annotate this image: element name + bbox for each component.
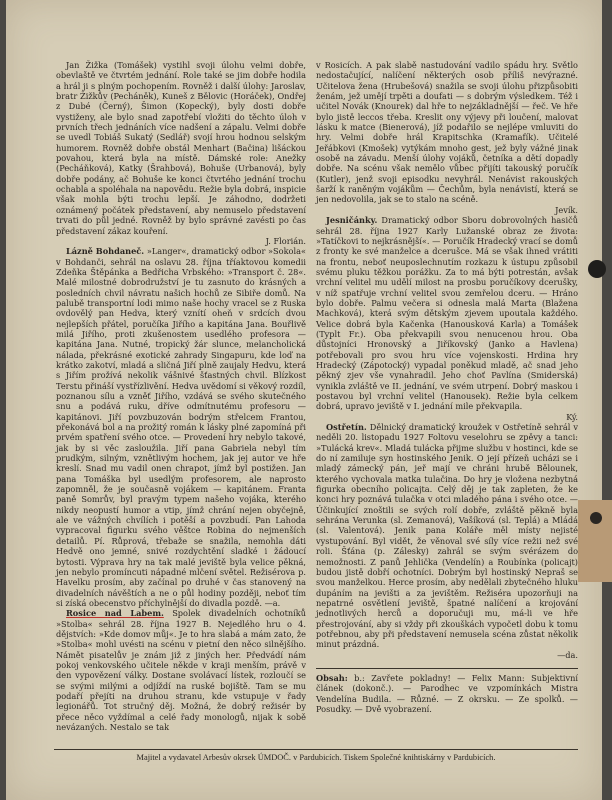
article-heading: Lázně Bohdaneč. bbox=[66, 246, 145, 257]
newspaper-page bbox=[6, 0, 602, 800]
tape-punch-hole bbox=[590, 512, 602, 524]
article-text: Dělnický dramatický kroužek v Ostřetíně sehrál v neděli 20. listopadu 1927 Foltovu veselohru se zpěvy a tanci: »Tulácká krev«. Mladá tulácka přijme službu v hostinci, kde se do ní zamiluje syn hostinského Jenik. O její přízeň ucházi se i mladý zámecký pán, jeř mají ve chráni hrubě Bělounek, kterého vychovala matka tulačina. Do hry je vložena nezbytná figurka obecního policajta. Celý děj je tak zapleten, že ke konci hry poznává tulačka v otci mladého pána i svého otce. — Účinkující znoštili se svých rolí dobře, zvláště pěkně byla sehrána Verunka (sl. Zemanová), Vašíková (sl. Teplá) a Mládá (sl. Valentová). Jenik pana Koláře měl místy nejisté vystupování. Byl vidět, že věnoval své síly více režii než své roli. Šťána (p. Zálesky) zahrál se svým svérázem do nemožnosti. Z panů Jehlička (Vendelín) a Roubínka (policajt) budou jistě dobří ochotníci. Dobrým byl hostinský Nepraš se svou manželkou. Herce prosím, aby nedělali zbytečného hluku dupáním na jevišti a za jevištěm. Režiséra upozorňuji na nepatrné osvětlení jeviště, špatné nalíčení a krojování jednotlivých herců a doporučuji mu, má-li ve hře přestrojování, aby si vždy při zkouškách vypočetl dobu k tomu potřebnou, aby při představení nemusela scéna zůstat několik minut prázdná. bbox=[316, 422, 578, 650]
article-text: »Langer«, dramatický odbor »Sokola« v Bohdanči, sehrál na oslavu 28. října tříaktovou komedii Zdeňka Štěpánka a Bedřicha Vrbského: »Transport č. 28«. Malé milostné dobrodružství je tu zasnuto do krásných a posledních chvil návratu našich hochů ze Sibiře domů. Na palubě transportní lodi mimo naše hochy vracel se z Ruska ovdovělý pan Hedva, který vznítí oheň v srdcích dvou nejlepších přátel, poručíka Jiřího a kapitána Jana. Bouřlivě milá Jiřího, proti zkušenostem usedlého profesora — kapitána Jana. Nutné, tropický žár slunce, melancholická nálada, překrásné exotické zahrady Singapuru, kde loď na krátko zakotví, mladá a sličná Jiří plně zaujaly Hedvu, která s Jiřím prožívá nekolik vášnivé šťastných chvil. Blízkost Terstu přináší vystřízlivění. Hedva uvědomí si věkový rozdíl, poznanou sílu a vzněť Jiřího, vzdává se svého skutečného snu a podává ruku, dříve odmítnutému profesoru — kapitánovi. Jiří povzbuzován bodrým střelcem Frantou, překonává bol a na prožitý román k lásky plné zapomíná při prvém spatření svého otce. — Provedení hry nebylo takové, jak by si věc zasloužila. Jiří pana Gabriela nebyl tím prudkým, silným, vznětlivým hochem, jak jej autor ve hře kreslí. Snad mu vadil onen chrapot, jímž byl postižen. Jan pana Tomáška byl usedlým profesorem, ale naprosto zapomněl, že je současně vojákem — kapitánem. Franta paně Somrův, byl pravým typem našeho vojáka, kterého nikdy neopustí humor a vtip, jímž chrání nejen obyčejně, ale ve vážných chvílích i potěší a povzbudí. Pan Lahoda vypracoval figurku svého věštce Robina do nejmenších detailů. Pí. Růprová, třebaže se snažila, nemohla dáti Hedvě ono jemné, snivé rozdychtění sladké i žádoucí bytosti. Výprava hry na tak malé jeviště byla velice pěkná, jen nebylo promíncuti nápadné mlčení světel. Režisérova p. Havelku prosím, aby začínal po druhé v čas stanovený na divadelních návěštích a ne o půl hodiny později, neboť tím si získá obecenstvo příchylnější do divadla pozdě. —a. bbox=[56, 246, 306, 608]
article-text: v Rosicích. A pak slabě nastudování vadilo spádu hry. Světlo nedostačující, nalíčení některých osob příliš nevýrazné. Učitelova žena (Hrubešová) snažila se svoji úlohu přizpůsobiti ženám, jež umějí trpěti a doufati — s dobrým výsledkem. Též i učitel Novák (Knourek) dal hře to nejzákladnější — řeč. Ve hře bylo jistě leccos třeba. Kreslit ony výjevy při loučení, malovat lásku k matce (Bienerová), jíž podařilo se nejlépe vmluviti do hry. Velmi dobře hrál Krapitschka (Kramafík). Učitelé Jeřábkovi (Kmošek) vytýkám mnoho gest, jež byly vážné jinak osobě na závadu. Menší úlohy vojáků, četníka a dětí dopadly dobře. Na scénu však nemělo vůbec přijíti takouský poručík (Kutler), jenž svoji episodku nevyhrál. Nenávist rakouských šarží k raněným vojákům — Čechům, byla nenávistí, která se jen nedovolila, jak se to stalo na scéně. bbox=[316, 60, 578, 205]
article-signature: Ký. bbox=[566, 411, 578, 422]
publisher-footer: Majitel a vydavatel Arbesův okrsek ÚMDOČ. v Pardubicích. Tiskem Společné knihtiskárny v Pardubicích. bbox=[54, 749, 578, 762]
article-text: Jan Žižka (Tomášek) vystihl svoji úlohu velmi dobře, obevlaště ve čtvrtém jednání. Role také se jim dobře hodila a hrál ji s plným pochopením. Rovněž i další úlohy: Jaroslav, bratr Žižkův (Pecháněk), Kuneš z Bělovic (Horáček), Ondřej z Dubé (Černý), Šimon (Kopecký), byly dosti dobře vystiženy, ale bylo snad zapotřebí vložiti do těchto úloh v prvních třech jednáních více nadšení a zápalu. Velmi dobře se uvedl Tobiáš Sukatý (Sedlář) svojí hrou hodnou selským humorem. Rovněž dobře obstál Menhart (Bačina) lišáckou povahou, která byla na místě. Dámské role: Anežky (Pecháňková), Katky (Šrahbová), Bohuše (Urbanová), byly dobře podány, ač Bohuše ke konci čtvrtého jednání trochu ochabla a spoléhala na napovědu. Režie byla dobrá, inspicie však mohla býti trochu lepší. Je záhodno, dodržeti oznámený počátek představení, aby nemuselo představení trvati do půl jedné. Rovněž by bylo správné zavésti po čas představení zákaz kouření. bbox=[56, 60, 306, 236]
contents-label: Obsah: bbox=[316, 672, 348, 683]
article-signature: Jevík. bbox=[555, 204, 578, 215]
article-paragraph bbox=[56, 608, 306, 732]
article-heading: Ostřetín. bbox=[326, 422, 367, 433]
article-paragraph bbox=[316, 60, 578, 205]
left-column bbox=[56, 60, 306, 732]
article-paragraph bbox=[316, 422, 578, 650]
punch-hole bbox=[588, 260, 606, 278]
contents-box bbox=[316, 668, 578, 714]
article-text: Dramatický odbor Sboru dobrovolných hasičů sehrál 28. října 1927 Karly Lužanské obraz ze života: »Tatíčkovi to nejkrásnější«. — Poručík Hradecký vrací se domů z fronty ke své manželce a dcerušce. Má se však ihned vrátiti na frontu, neboť neuposlechnutím rozkazu k ústupu způsobil svému pluku těžkou porážku. Za to má býti potrestán, avšak vrchní velitel mu udělí milost na prosbu poručíkovy dcerušky, v níž spatřuje vrchní velitel svou zemřelou dceru. — Hráno bylo dobře. Palmu večera si odnesla malá Marta (Blažena Machková), která svým dětským zjevem upoutala každého. Velice dobrá byla Kačenka (Hanousková Karla) a Tomášek (Typlt Fr.). Oba překvapili svou nenucenou hrou. Oba důstojníci Hronovský a Jiříkovský (Janko a Havlena) potřebovali pro svou hru více vojenskosti. Hrdina hry Hradecký (Zápotocký) vypadal poněkud mladě, ač snad jeho pěkný zjev vše vynahradil. Jeho choť Pavlína (Smiderská) vynikla zvláště ve II. jednání, ve svém utrpení. Dobrý maskou i postavou byl vrchní velitel (Hanousek). Režie byla celkem dobrá, upravo jeviště v I. jednání mile překvapila. bbox=[316, 215, 578, 412]
article-signature: J. Florián. bbox=[265, 235, 306, 246]
article-heading: Rosice nad Labem. bbox=[66, 608, 164, 619]
contents-text: b.: Zavřete pokladny! — Felix Mann: Subjektivní článek (dokonč.). — Parodhec ve vzpomínkách Mistra Vendelína Budila. — Různé. — Z okrsku. — Ze spolků. — Posudky. — Dvě vyobrazení. bbox=[316, 672, 578, 714]
article-text: Spolek divadelních ochotníků »Stolba« sehrál 28. října 1927 B. Nejedlého hru o 4. dějstvích: »Kde domov můj«. Je to hra slabá a mám zato, že »Stolba« mohl uvésti na scénu v pietní den něco silnějšího. Námět pisatelův je znám již z jiných her. Předvádí nám pokoj venkovského učitele někde v kraji menším, právě v den vypovězení války. Dostane svolávací lístek, rozloučí se se svými milými a odjíždí na ruské bojiště. Tam se mu podaří přejíti na druhou stranu, kde vstupuje v řady legionářů. Tot stručný děj. Možná, že dobrý režisér by přece něco vyždímal a celé řady monologů, nijak k sobě nevázaných. Nestalo se tak bbox=[56, 608, 307, 732]
right-column bbox=[316, 60, 578, 714]
article-paragraph bbox=[316, 215, 578, 412]
article-paragraph bbox=[56, 246, 306, 608]
article-heading: Jesničánky. bbox=[326, 215, 378, 226]
article-signature: —da. bbox=[557, 649, 578, 660]
article-paragraph bbox=[56, 60, 306, 236]
